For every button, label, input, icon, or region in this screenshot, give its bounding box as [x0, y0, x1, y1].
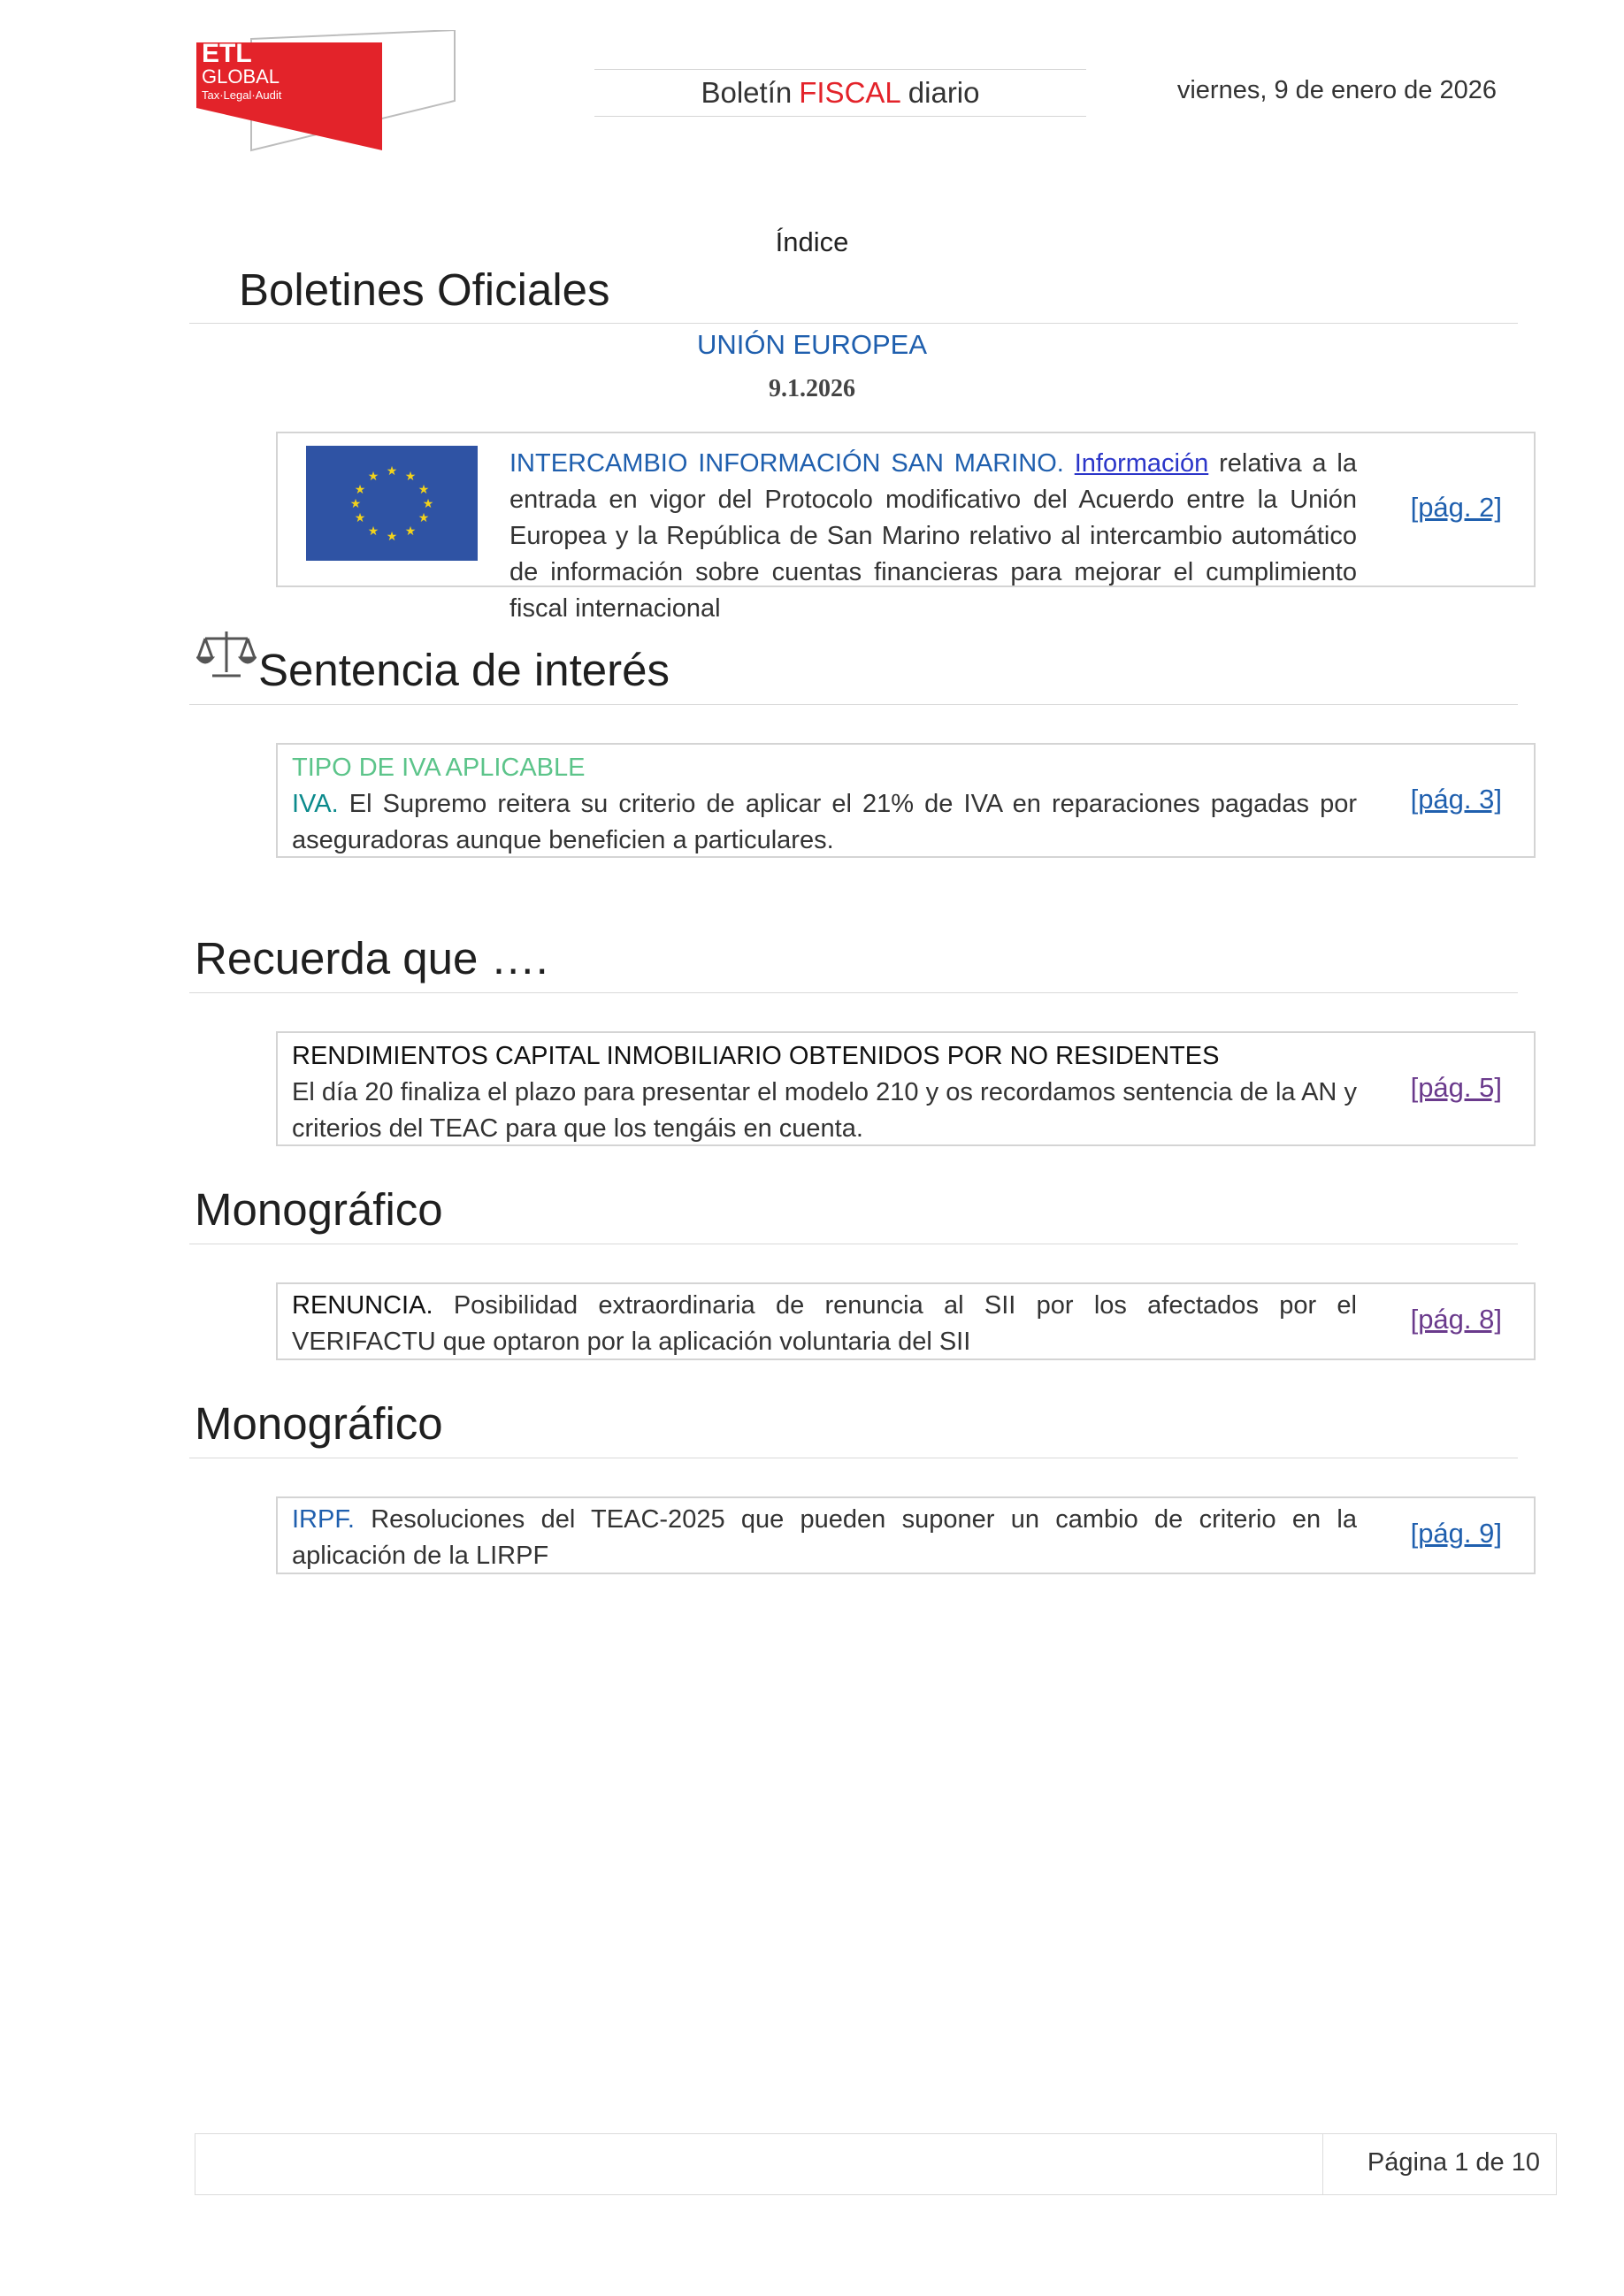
svg-text:★: ★ [417, 483, 430, 497]
entry-body: El Supremo reitera su criterio de aplicar el 21% de IVA en reparaciones pagadas por aseguradoras aunque beneficien a particulares. [292, 790, 1357, 854]
index-entry-capital-inmobiliario [276, 1031, 1536, 1146]
svg-text:★: ★ [417, 511, 430, 525]
eu-flag-icon [306, 446, 478, 561]
entry-text [292, 750, 1357, 859]
entry-body: relativa a la entrada en vigor del Protocolo modificativo del Acuerdo entre la Unión Europea y la República de San Marino relativo al intercambio automático de información sobre cuentas financieras para mejorar el cumplimiento fiscal internacional [509, 449, 1357, 623]
entry-heading: RENUNCIA. [292, 1291, 433, 1320]
page-link-2[interactable]: [pág. 2] [1410, 492, 1502, 523]
section-title-recuerda: Recuerda que …. [195, 933, 548, 983]
svg-text:★: ★ [386, 530, 398, 544]
section-title-boletines: Boletines Oficiales [239, 264, 610, 315]
bulletin-date: viernes, 9 de enero de 2026 [1176, 76, 1497, 104]
page-link-9[interactable]: [pág. 9] [1410, 1518, 1502, 1549]
section-title-monografico: Monográfico [195, 1398, 443, 1449]
entry-body: Posibilidad extraordinaria de renuncia al SII por los afectados por el VERIFACTU que optaron por la aplicación voluntaria del SII [292, 1291, 1357, 1356]
svg-text:★: ★ [354, 511, 366, 525]
title-pre: Boletín [701, 76, 793, 109]
index-entry-renuncia [276, 1282, 1536, 1360]
section-divider [189, 992, 1518, 993]
entry-heading: INTERCAMBIO INFORMACIÓN SAN MARINO. [509, 449, 1064, 478]
page-link-8[interactable]: [pág. 8] [1410, 1304, 1502, 1335]
section-divider [189, 704, 1518, 705]
entry-heading: IVA. [292, 790, 339, 818]
title-highlight: FISCAL [799, 76, 901, 109]
svg-text:ETL: ETL [202, 39, 252, 68]
entry-text [292, 1288, 1357, 1360]
svg-text:★: ★ [422, 497, 434, 511]
svg-text:Tax·Legal·Audit: Tax·Legal·Audit [202, 88, 282, 102]
entry-heading: IRPF. [292, 1505, 355, 1534]
page-link-3[interactable]: [pág. 3] [1410, 784, 1502, 815]
page-number: Página 1 de 10 [1367, 2148, 1540, 2177]
entry-body: Resoluciones del TEAC-2025 que pueden suponer un cambio de criterio en la aplicación de la LIRPF [292, 1505, 1357, 1570]
publication-date: 9.1.2026 [769, 375, 855, 402]
bulletin-title [594, 69, 1086, 117]
svg-text:★: ★ [404, 470, 417, 484]
index-entry-iva [276, 743, 1536, 858]
etl-global-logo [196, 30, 462, 154]
index-entry-san-marino [276, 432, 1536, 623]
entry-body: El día 20 finaliza el plazo para presentar el modelo 210 y os recordamos sentencia de la AN y criterios del TEAC para que los tengáis en cuenta. [292, 1078, 1357, 1143]
index-heading: Índice [775, 226, 849, 257]
svg-text:★: ★ [404, 524, 417, 539]
entry-category: TIPO DE IVA APLICABLE [292, 754, 586, 782]
svg-text:★: ★ [354, 483, 366, 497]
section-divider [189, 323, 1518, 324]
svg-text:★: ★ [349, 497, 362, 511]
region-heading: UNIÓN EUROPEA [696, 329, 928, 360]
svg-text:GLOBAL: GLOBAL [202, 65, 280, 88]
svg-text:★: ★ [386, 464, 398, 478]
info-link[interactable]: Información [1074, 449, 1209, 478]
entry-text [509, 446, 1357, 627]
title-post: diario [908, 76, 980, 109]
index-entry-irpf [276, 1496, 1536, 1574]
section-title-monografico: Monográfico [195, 1184, 443, 1235]
page-footer [195, 2133, 1557, 2195]
section-title-sentencia: Sentencia de interés [258, 645, 670, 695]
svg-text:★: ★ [367, 524, 379, 539]
page-link-5[interactable]: [pág. 5] [1410, 1072, 1502, 1103]
entry-text [292, 1038, 1357, 1147]
entry-text [292, 1502, 1357, 1574]
entry-heading: RENDIMIENTOS CAPITAL INMOBILIARIO OBTENIDOS POR NO RESIDENTES [292, 1042, 1220, 1070]
scales-icon [196, 626, 257, 683]
svg-text:★: ★ [367, 470, 379, 484]
footer-divider [1322, 2134, 1323, 2194]
